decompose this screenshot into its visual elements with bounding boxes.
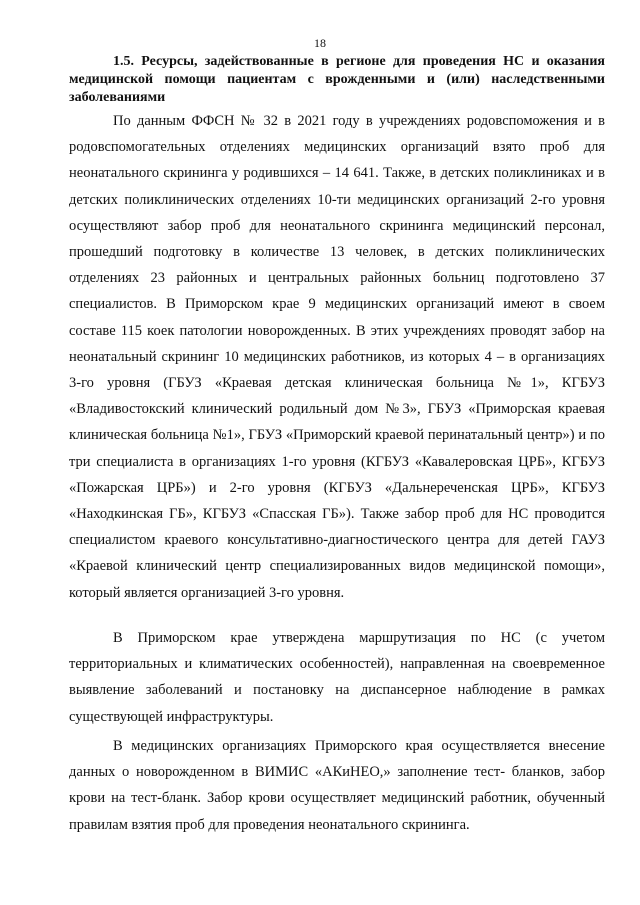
section-heading: 1.5. Ресурсы, задействованные в регионе для проведения НС и оказания медицинской помощи пациентам с врожденными и (или) наследственными заболеваниями (69, 54, 605, 105)
paragraph-vimis-data-entry: В медицинских организациях Приморского края осуществляется внесение данных о новорожденном в ВИМИС «АКиНЕО,» заполнение тест- бланков, забор крови на тест-бланк. Забор крови осуществляет медицинский работник, обученный правилам взятия проб для проведения неонатального скрининга. (69, 738, 605, 833)
paragraph-routing: В Приморском крае утверждена маршрутизация по НС (с учетом территориальных и климатических особенностей), направленная на своевременное выявление заболеваний и постановку на диспансерное наблюдение в рамках существующей инфраструктуры. (69, 630, 605, 725)
paragraph-neonatal-screening-resources: По данным ФФСН № 32 в 2021 году в учреждениях родовспоможения и в родовспомогательных отделениях медицинских организаций взято проб для неонатального скрининга у родившихся – 14 641. Также, в детских поликлиниках и в детских поликлинических отделениях 10-ти медицинских организаций 2-го уровня осуществляют забор проб для неонатального скрининга медицинский персонал, прошедший подготовку в количестве 13 человек, в детских поликлинических отделениях 23 районных и центральных районных больниц подготовлено 37 специалистов. В Приморском крае 9 медицинских организаций имеют в своем составе 115 коек патологии новорожденных. В этих учреждениях проводят забор на неонатальный скрининг 10 медицинских работников, из которых 4 – в организациях 3-го уровня (ГБУЗ «Краевая детская клиническая больница №1», КГБУЗ «Владивостокский клинический родильный дом №3», ГБУЗ «Приморская краевая клиническая больница №1», ГБУЗ «Приморский краевой перинатальный центр») и по три специалиста в организациях 1-го уровня (КГБУЗ «Кавалеровская ЦРБ», КГБУЗ «Пожарская ЦРБ») и 2-го уровня (КГБУЗ «Дальнереченская ЦРБ», КГБУЗ «Находкинская ГБ», КГБУЗ «Спасская ГБ»). Также забор проб для НС проводится специалистом краевого консультативно-диагностического центра для детей ГАУЗ «Краевой клинический центр специализированных видов медицинской помощи», который является организацией 3-го уровня. (69, 113, 605, 601)
page-number: 18 (314, 36, 326, 50)
